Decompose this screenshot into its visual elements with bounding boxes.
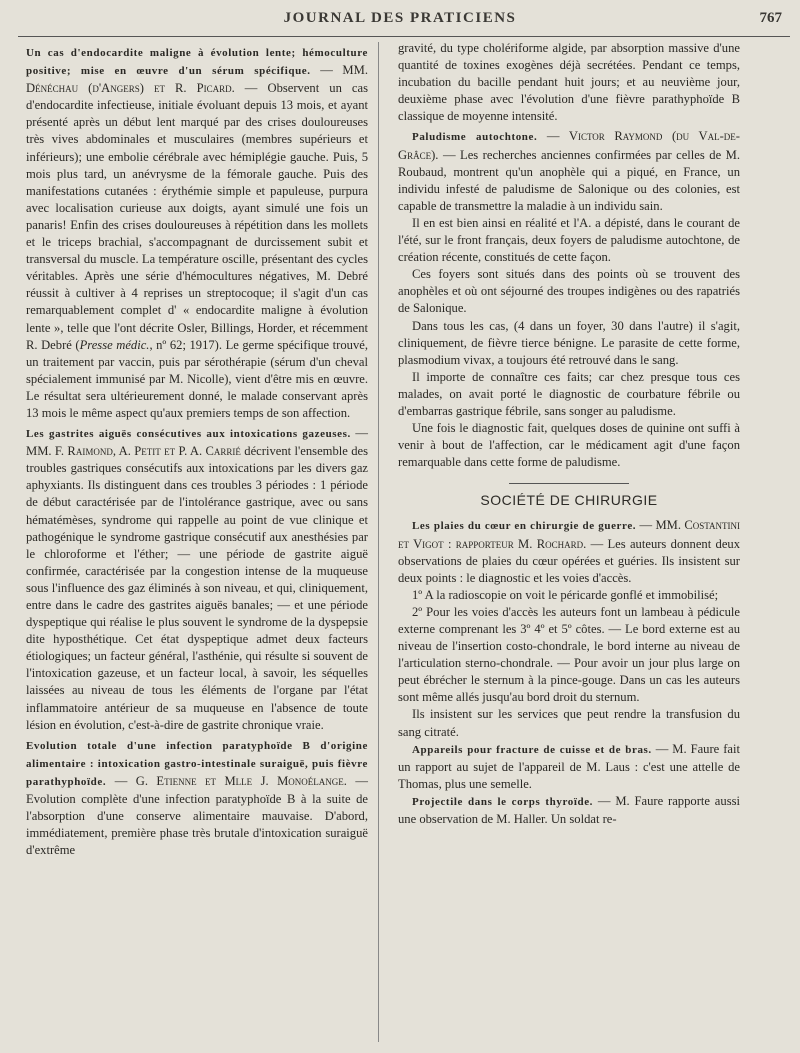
article-endocardite (26, 44, 368, 422)
article-title: Paludisme autochtone. (412, 131, 538, 144)
article-appareils (398, 741, 740, 793)
paragraph: Dans tous les cas, (4 dans un foyer, 30 dans l'autre) il s'agit, cliniquement, de fièvre tierce bénigne. Le parasite de cette forme, plasmodium vivax, a toujours été retrouvé dans le sang. (398, 318, 740, 367)
article-body: décrivent l'ensemble des troubles gastriques consécutifs aux intoxications par les divers gaz aphyxiants. Ils distinguent dans ces troubles 3 périodes : 1 période de début caractérisée par de l'intolérance gastrique, avec ou sans hématémèses, syndrome qui rappelle au point de vue clinique et pathogénique le syndrome gastrique consécutif aux anesthésies par le chloroforme et l'éther; — une période de gastrite aiguë confirmée, caractérisée par la congestion intense de la muqueuse sous l'influence des gaz éliminés à son niveau, et qui, cliniquement, entre dans le cadre des gastrites aiguës banales; — et une période dyspeptique qui réalise le plus souvent le syndrome de la dyspepsie dite hyposthétique. Cet état dyspeptique admet deux facteurs étiologiques; un facteur général, l'asthénie, qui résulte si souvent de l'intoxication gazeuse, et un facteur local, à savoir, les séquelles laissées au niveau de tous les éléments de l'organe par l'état inflammatoire antérieur de sa muqueuse en l'absence de toute lésion en évolution, c'est-à-dire de gastrite chronique vraie. (26, 444, 368, 732)
paragraph: 1º A la radioscopie on voit le péricarde gonflé et immobilisé; (412, 587, 719, 602)
article-body: — M. Faure fait un rapport au sujet de l'appareil de M. Laus : c'est une attelle de Thomas, plus une semelle. (398, 741, 740, 791)
article-authors: — MM. Costantini et Vigot : rapporteur M. Rochard. (398, 518, 740, 551)
article-authors: — MM. Dénéchau (d'Angers) et R. Picard. — (26, 63, 368, 96)
column-divider (378, 42, 379, 1042)
paragraph: Il importe de connaître ces faits; car chez presque tous ces malades, on avait porté le diagnostic de courbature fébrile ou d'embarras gastrique fébrile, sans songer au paludisme. (398, 369, 740, 418)
article-title: Les gastrites aiguës consécutives aux intoxications gazeuses. (26, 428, 351, 441)
article-body: Observent un cas d'endocardite infectieuse, initiale évoluant depuis 13 mois, et ayant présenté après un début lent marqué par des crises douloureuses très vives abdominales et musculaires (membres supérieurs et inférieurs); une embolie cérébrale avec hémiplégie gauche. Puis, 5 mois plus tard, un anévrysme de la fémorale gauche. Puis des manifestations cutanées : érythémie simple et papuleuse, purpura avec localisation curieuse aux doigts, ayant simulé une fois un panaris! Enfin des crises douloureuses à répétition dans les mollets et le triceps brachial, s'accompagnant de durcissement subit et transversal du muscle. La température oscille, présentant des cycles véritables. Après une série d'hémocultures négatives, M. Debré réussit à cultiver à 4 reprises un streptocoque; il s'agit d'un cas remarquablement complet d' « endocardite maligne à évolution lente », telle que l'ont décrite Osler, Billings, Horder, et récemment R. Debré ( (26, 81, 369, 352)
page-number: 767 (759, 10, 782, 26)
paragraph: Ils insistent sur les services que peut rendre la transfusion du sang citraté. (398, 707, 740, 739)
article-paratyphoide (26, 737, 368, 860)
paragraph: Ces foyers sont situés dans des points où se trouvent des anophèles et où ont séjourné des troupes indigènes ou des rapatriés de Salonique. (398, 267, 740, 316)
article-paludisme (398, 128, 740, 214)
article-body: — Evolution complète d'une infection paratyphoïde B à la suite de l'absorption d'une conserve alimentaire mauvaise. D'abord, immédiatement, première phase très brutale d'intoxication suraiguë d'extrême (26, 773, 368, 858)
header-rule (18, 36, 790, 37)
article-plaies-coeur (398, 517, 740, 586)
article-authors: — Victor Raymond (du Val-de-Grâce). (398, 129, 740, 162)
left-column (26, 44, 368, 859)
article-title: Un cas d'endocardite maligne à évolution lente; hémoculture positive; mise en œuvre d'un sérum spécifique. (26, 47, 368, 78)
article-body: — Les recherches anciennes confirmées par celles de M. Roubaud, montrent qu'un anophèle qui a piqué, en France, un individu infesté de paludisme de Salonique ou des colonies, est capable de transmettre la maladie à un individu sain. (398, 147, 740, 213)
section-rule (509, 483, 629, 484)
citation: Presse médic. (79, 337, 150, 352)
article-body: — M. Faure rapporte aussi une observation de M. Haller. Un soldat re- (398, 793, 740, 827)
article-body-continued: gravité, du type cholériforme algide, par absorption massive d'une quantité de toxines exogènes déjà secrétées. Pendant ce temps, incubation du bacille pendant huit jours; et au neuvième jour, deuxième phase avec l'évolution d'une fièvre parathyphoïde B classique de moyenne intensité. (398, 41, 740, 124)
article-authors: — MM. F. Raimond, A. Petit et P. A. Carrié (26, 426, 369, 459)
paragraph: 2º Pour les voies d'accès les auteurs font un lambeau à pédicule externe comprenant les 3º 4º et 5º côtes. — Le bord externe est au niveau de l'insertion costo-chondrale, le bord interne au niveau de l'articulation sterno-chondrale. — Pour avoir un jour plus large on peut ébrécher le sternum à la pince-gouge. Dans un cas les auteurs sont même allés jusqu'au bord droit du sternum. (398, 604, 740, 705)
article-title: Projectile dans le corps thyroïde. (412, 795, 594, 808)
article-gastrites (26, 425, 368, 734)
section-title: SOCIÉTÉ DE CHIRURGIE (480, 492, 658, 509)
right-column (398, 40, 740, 828)
article-title: Les plaies du cœur en chirurgie de guerre. (412, 520, 637, 533)
running-header-title: JOURNAL DES PRATICIENS (283, 10, 517, 26)
article-title: Evolution totale d'une infection paratyphoïde B d'origine alimentaire : intoxication gastro-intestinale suraiguë, puis fièvre parathyphoïde. (26, 739, 368, 788)
paragraph: Une fois le diagnostic fait, quelques doses de quinine ont suffi à venir à bout de l'affection, car le médicament agit d'une façon remarquable dans cette forme de paludisme. (398, 421, 740, 470)
paragraph: Il en est bien ainsi en réalité et l'A. a dépisté, dans le courant de l'été, sur le front français, deux foyers de paludisme autochtone, de création récente, constitués de cette façon. (398, 215, 740, 265)
article-title: Appareils pour fracture de cuisse et de bras. (412, 743, 652, 756)
article-projectile (398, 793, 740, 828)
article-authors: — G. Etienne et Mlle J. Monoélange. (114, 773, 347, 788)
article-body: , nº 62; 1917). Le germe spécifique trouvé, un traitement par vaccin, puis par sérothérapie (sérum d'un cheval spécialement immunisé par M. Nicolle), vient d'être mis en œuvre. Le résultat sera ultérieurement donné, le malade conservant après 13 mois le même aspect qu'aux premiers temps de son affection. (26, 337, 368, 420)
article-body: — Les auteurs donnent deux observations de plaies du cœur opérées et guéries. Ils insistent sur deux points : le diagnostic et les voies d'accès. (398, 536, 741, 585)
